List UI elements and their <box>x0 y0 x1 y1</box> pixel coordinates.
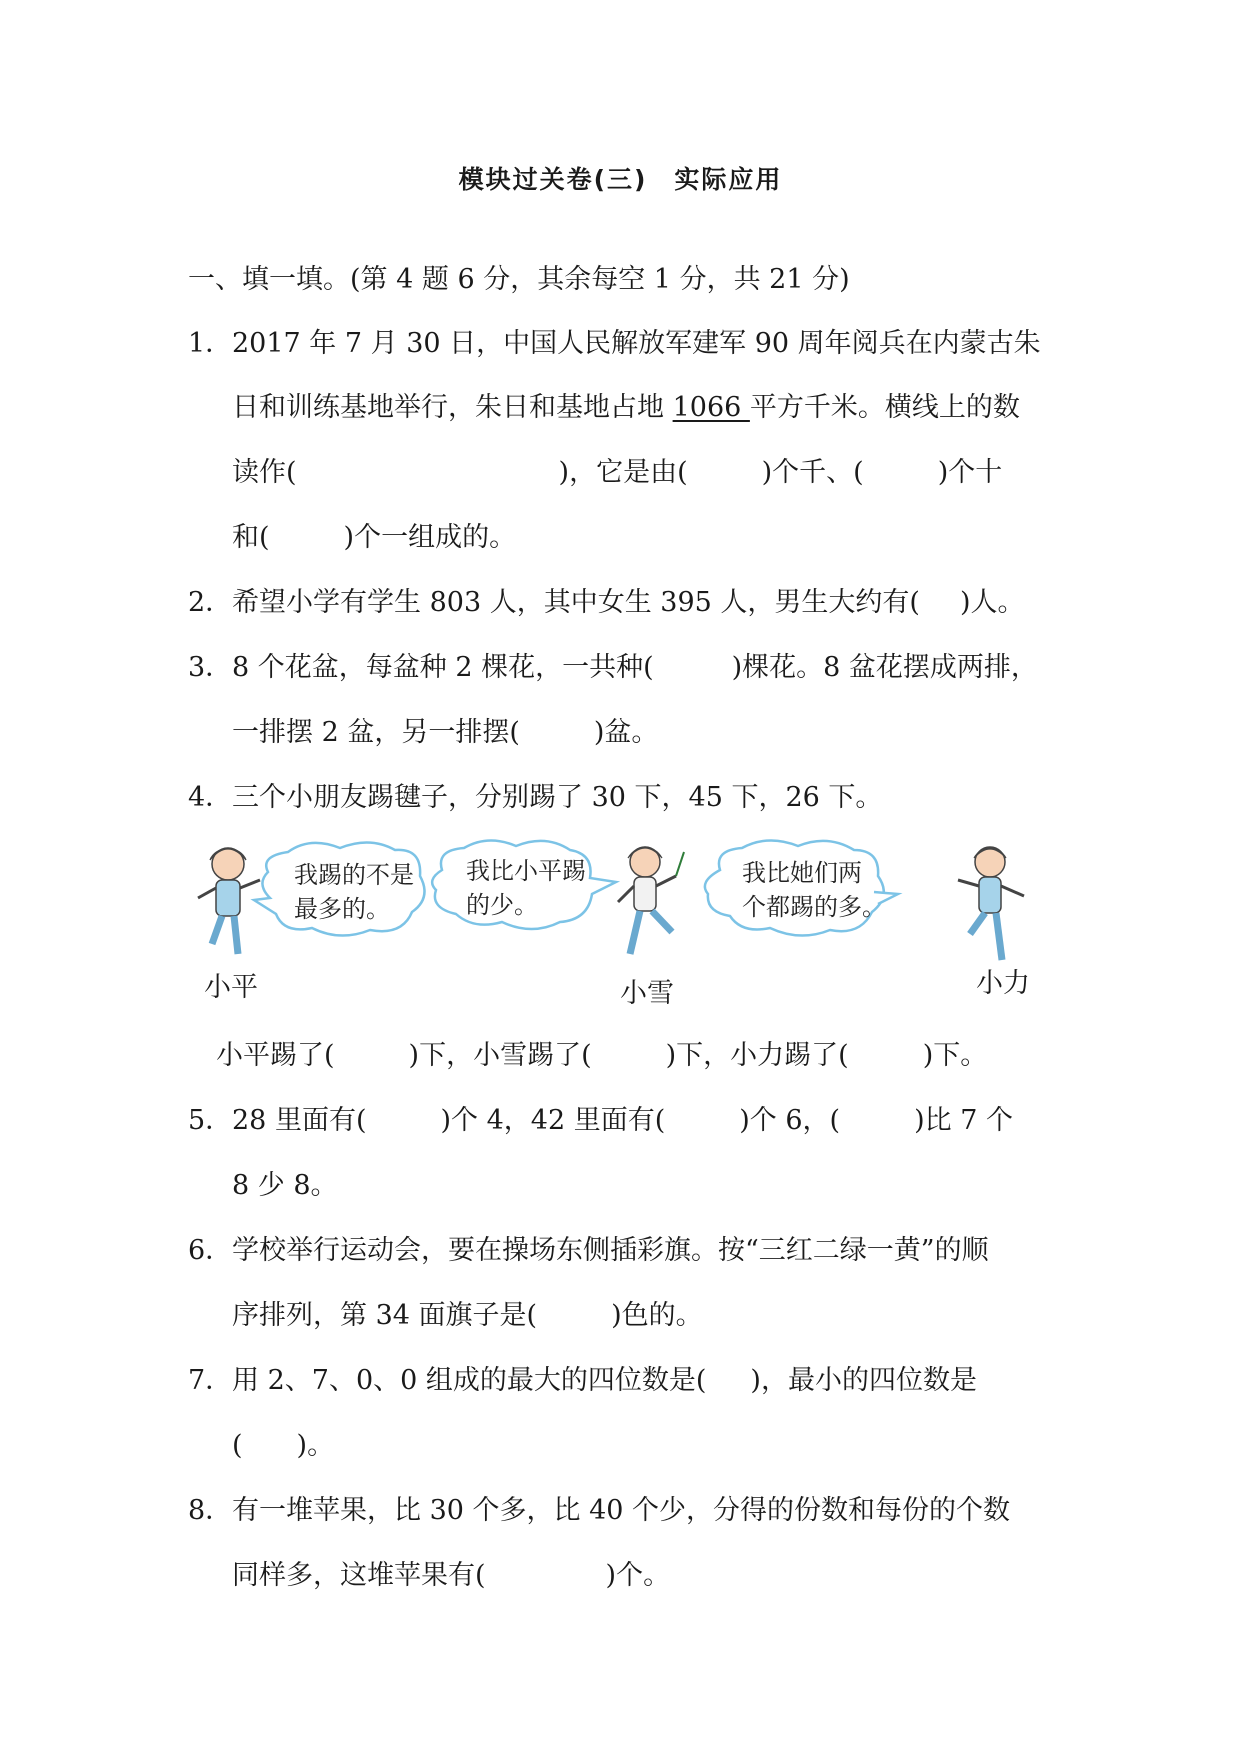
question-number: 3． <box>188 652 233 683</box>
question-8-line-1: 8．有一堆苹果，比 30 个多，比 40 个少，分得的份数和每份的个数 <box>188 1493 1010 1529</box>
question-number: 5． <box>188 1105 233 1136</box>
speech-bubble-xiaoxue: 我比小平踢 的少。 <box>466 857 586 919</box>
question-7-line-1: 7．用 2、7、0、0 组成的最大的四位数是( )，最小的四位数是 <box>188 1363 977 1399</box>
question-1-line-2: 日和训练基地举行，朱日和基地占地 1066 平方千米。横线上的数 <box>232 392 1020 423</box>
page-title: 模块过关卷(三) 实际应用 <box>458 165 783 194</box>
underlined-number: 1066 <box>672 392 750 423</box>
question-1-line-4: 和( )个一组成的。 <box>232 522 517 553</box>
question-5-line-1: 5．28 里面有( )个 4，42 里面有( )个 6，( )比 7 个 <box>188 1103 1013 1139</box>
question-2: 2．希望小学有学生 803 人，其中女生 395 人，男生大约有( )人。 <box>188 585 1024 621</box>
kid-name-xiaoping: 小平 <box>204 972 258 1003</box>
speech-bubble-xiaoli: 我比她们两 个都踢的多。 <box>742 859 886 921</box>
question-8-line-2: 同样多，这堆苹果有( )个。 <box>232 1560 671 1591</box>
illustration-kids <box>190 836 1060 1016</box>
section-heading: 一、填一填。(第 4 题 6 分，其余每空 1 分，共 21 分) <box>188 264 850 295</box>
kid-xiaoxue-figure <box>618 847 684 954</box>
question-3-line-1: 3．8 个花盆，每盆种 2 棵花，一共种( )棵花。8 盆花摆成两排， <box>188 650 1038 686</box>
question-1-line-3: 读作( )，它是由( )个千、( )个十 <box>232 457 1003 488</box>
kid-name-xiaoli: 小力 <box>976 968 1030 999</box>
question-number: 6． <box>188 1235 233 1266</box>
question-number: 8． <box>188 1495 233 1526</box>
question-number: 4． <box>188 782 233 813</box>
question-6-line-2: 序排列，第 34 面旗子是( )色的。 <box>232 1300 703 1331</box>
question-5-line-2: 8 少 8。 <box>232 1170 338 1201</box>
question-number: 7． <box>188 1365 233 1396</box>
question-1-line-1: 1．2017 年 7 月 30 日，中国人民解放军建军 90 周年阅兵在内蒙古朱 <box>188 326 1041 362</box>
kid-xiaoping-figure <box>198 848 260 954</box>
question-4-answers: 小平踢了( )下，小雪踢了( )下，小力踢了( )下。 <box>216 1040 988 1071</box>
speech-bubble-xiaoping: 我踢的不是 最多的。 <box>294 861 414 923</box>
question-7-line-2: ( )。 <box>232 1430 335 1461</box>
question-6-line-1: 6．学校举行运动会，要在操场东侧插彩旗。按“三红二绿一黄”的顺 <box>188 1233 989 1269</box>
kid-name-xiaoxue: 小雪 <box>620 978 674 1009</box>
question-3-line-2: 一排摆 2 盆，另一排摆( )盆。 <box>232 717 659 748</box>
question-number: 1． <box>188 328 233 359</box>
question-4: 4．三个小朋友踢毽子，分别踢了 30 下，45 下，26 下。 <box>188 780 882 816</box>
question-number: 2． <box>188 587 233 618</box>
kid-xiaoli-figure <box>958 847 1024 960</box>
